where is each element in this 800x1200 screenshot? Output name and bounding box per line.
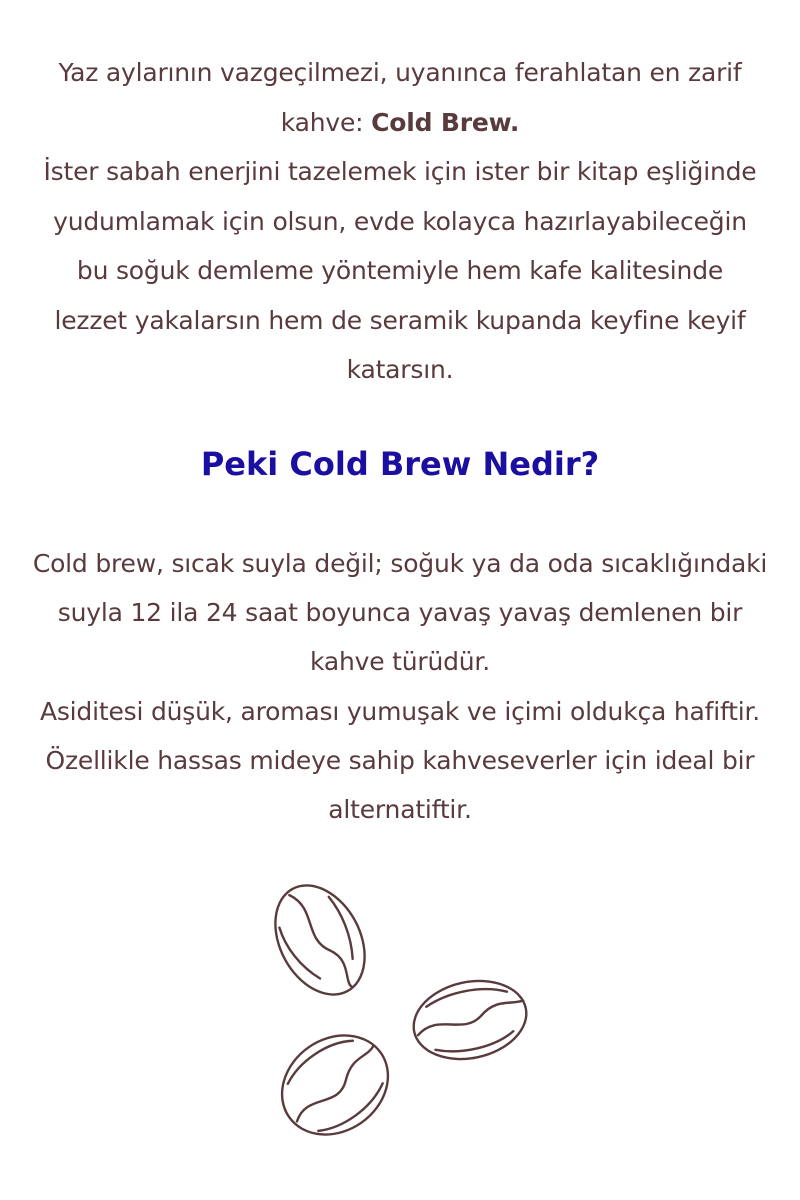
intro-paragraph-2: İster sabah enerjini tazelemek için ister bir kitap eşliğinde yudumlamak için olsun, evde kolayca hazırlayabileceğin bu soğuk demleme yöntemiyle hem kafe kalitesinde lezzet yakalarsın hem de seramik kupanda keyfine keyif katarsın. [43,157,757,384]
body-text [30,539,770,834]
coffee-bean-3 [263,1015,408,1150]
body-paragraph-1: Cold brew, sıcak suyla değil; soğuk ya da oda sıcaklığındaki suyla 12 ila 24 saat boyunca yavaş yavaş demlenen bir kahve türüdür. [32,549,768,677]
coffee-bean-2 [406,971,533,1069]
intro-cold-brew-bold: Cold Brew. [371,107,520,137]
intro-line1-prefix: Yaz aylarının vazgeçilmezi, uyanınca ferahlatan en zarif kahve: [58,58,742,137]
intro-paragraph-1 [40,48,760,147]
intro-text [40,48,760,395]
body-paragraph-2: Asiditesi düşük, aroması yumuşak ve içimi oldukça hafiftir. Özellikle hassas mideye sahip kahveseverler için ideal bir alternatiftir. [39,696,761,825]
coffee-bean-1 [260,870,383,1010]
section-heading: Peki Cold Brew Nedir? [200,445,600,483]
coffee-beans-icon [260,870,550,1150]
